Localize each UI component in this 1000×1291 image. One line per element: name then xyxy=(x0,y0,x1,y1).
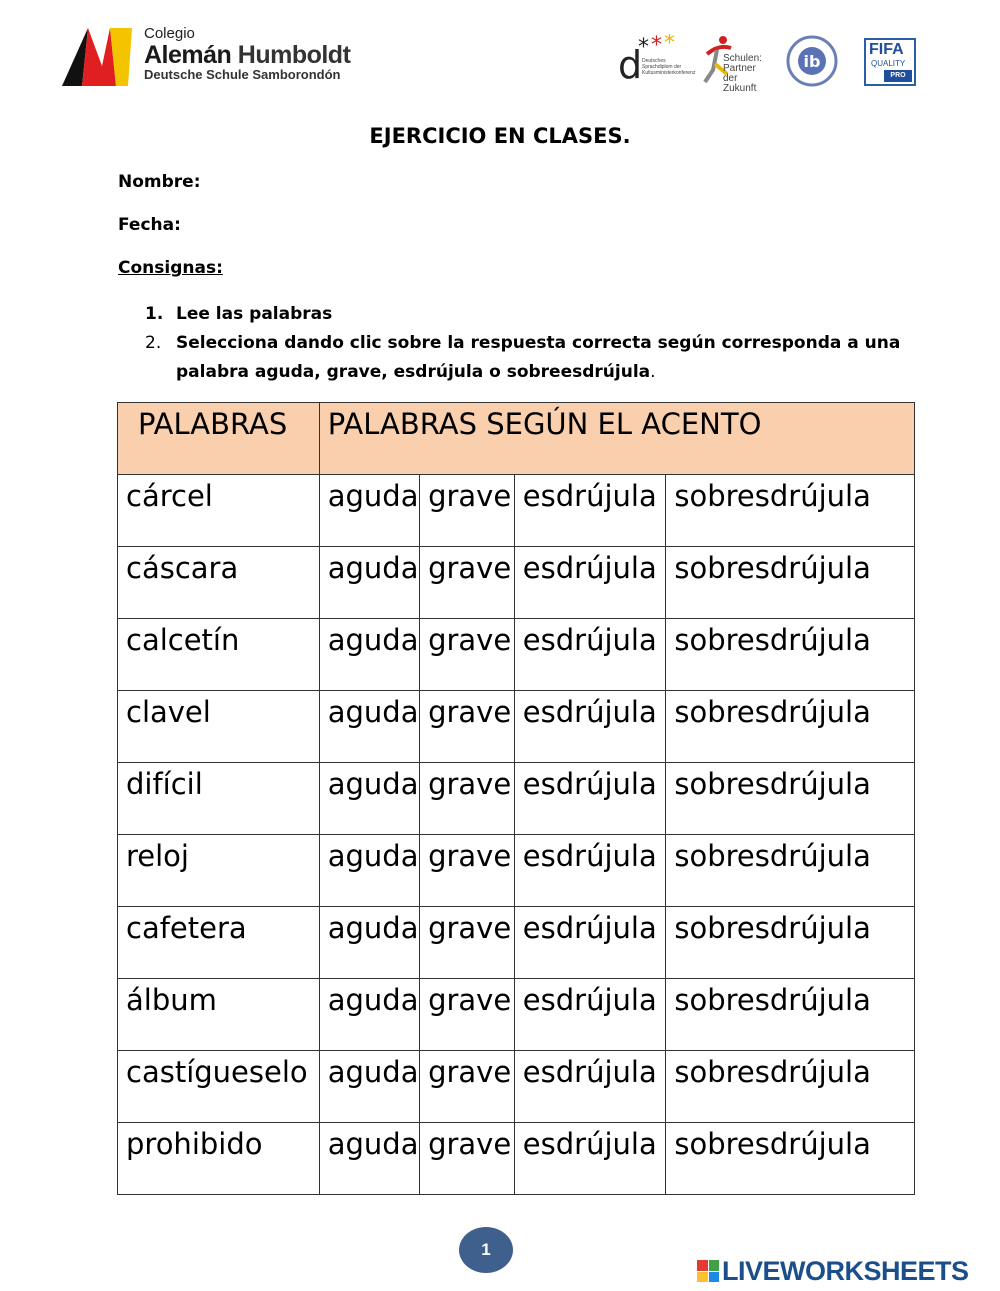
option-aguda[interactable]: aguda xyxy=(319,619,419,691)
page-number-badge: 1 xyxy=(459,1227,513,1273)
word-cell: reloj xyxy=(118,835,320,907)
table-header-row xyxy=(118,403,915,475)
option-grave[interactable]: grave xyxy=(420,547,515,619)
table-row xyxy=(118,619,915,691)
header-palabras-segun-acento: PALABRAS SEGÚN EL ACENTO xyxy=(319,403,914,475)
page-title: EJERCICIO EN CLASES. xyxy=(369,124,631,148)
option-sobresdrujula[interactable]: sobresdrújula xyxy=(666,979,915,1051)
option-aguda[interactable]: aguda xyxy=(319,475,419,547)
svg-text:*: * xyxy=(638,35,649,58)
ib-logo xyxy=(786,34,838,88)
dsd-stars-icon xyxy=(638,34,688,58)
word-cell: clavel xyxy=(118,691,320,763)
option-sobresdrujula[interactable]: sobresdrújula xyxy=(666,1051,915,1123)
option-aguda[interactable]: aguda xyxy=(319,763,419,835)
table-row xyxy=(118,1051,915,1123)
option-sobresdrujula[interactable]: sobresdrújula xyxy=(666,547,915,619)
school-flag-icon xyxy=(58,26,136,88)
liveworksheets-blocks-icon xyxy=(697,1260,719,1282)
option-esdrujula[interactable]: esdrújula xyxy=(514,907,666,979)
word-cell: difícil xyxy=(118,763,320,835)
logo-subtitle: Deutsche Schule Samborondón xyxy=(144,67,341,82)
instruction-item: 2. Selecciona dando clic sobre la respuesta correcta según corresponda a una palabra aguda, grave, esdrújula o sobreesdrújula. xyxy=(145,333,901,382)
option-grave[interactable]: grave xyxy=(420,1123,515,1195)
instructions-list xyxy=(145,300,905,387)
table-row xyxy=(118,691,915,763)
option-aguda[interactable]: aguda xyxy=(319,1123,419,1195)
consignas-label: Consignas: xyxy=(118,258,223,278)
header-palabras: PALABRAS xyxy=(118,403,320,475)
word-cell: cárcel xyxy=(118,475,320,547)
word-cell: cafetera xyxy=(118,907,320,979)
logo-colegio-text: Colegio xyxy=(144,25,195,42)
ib-seal-icon xyxy=(786,34,838,88)
option-esdrujula[interactable]: esdrújula xyxy=(514,691,666,763)
option-sobresdrujula[interactable]: sobresdrújula xyxy=(666,475,915,547)
option-grave[interactable]: grave xyxy=(420,907,515,979)
instruction-item: 1. Lee las palabras xyxy=(145,304,333,324)
option-grave[interactable]: grave xyxy=(420,979,515,1051)
table-row xyxy=(118,907,915,979)
option-aguda[interactable]: aguda xyxy=(319,547,419,619)
option-grave[interactable]: grave xyxy=(420,619,515,691)
fifa-quality-logo: FIFA QUALITY PRO xyxy=(864,34,916,88)
logo-school-name: Alemán Humboldt xyxy=(144,41,351,69)
school-logo xyxy=(48,18,388,98)
table-row xyxy=(118,547,915,619)
pasch-partner-logo: Schulen: Partner der Zukunft xyxy=(703,34,767,88)
fecha-label: Fecha: xyxy=(118,215,181,235)
option-aguda[interactable]: aguda xyxy=(319,1051,419,1123)
word-cell: cáscara xyxy=(118,547,320,619)
option-aguda[interactable]: aguda xyxy=(319,907,419,979)
svg-text:*: * xyxy=(651,34,662,58)
option-grave[interactable]: grave xyxy=(420,691,515,763)
option-grave[interactable]: grave xyxy=(420,763,515,835)
option-esdrujula[interactable]: esdrújula xyxy=(514,619,666,691)
option-sobresdrujula[interactable]: sobresdrújula xyxy=(666,1123,915,1195)
option-aguda[interactable]: aguda xyxy=(319,835,419,907)
option-sobresdrujula[interactable]: sobresdrújula xyxy=(666,763,915,835)
word-cell: castígueselo xyxy=(118,1051,320,1123)
option-esdrujula[interactable]: esdrújula xyxy=(514,1051,666,1123)
table-row xyxy=(118,979,915,1051)
option-aguda[interactable]: aguda xyxy=(319,691,419,763)
option-esdrujula[interactable]: esdrújula xyxy=(514,979,666,1051)
word-cell: prohibido xyxy=(118,1123,320,1195)
table-row xyxy=(118,763,915,835)
option-esdrujula[interactable]: esdrújula xyxy=(514,763,666,835)
option-grave[interactable]: grave xyxy=(420,1051,515,1123)
option-sobresdrujula[interactable]: sobresdrújula xyxy=(666,619,915,691)
option-sobresdrujula[interactable]: sobresdrújula xyxy=(666,835,915,907)
word-cell: álbum xyxy=(118,979,320,1051)
table-row xyxy=(118,835,915,907)
option-grave[interactable]: grave xyxy=(420,835,515,907)
option-esdrujula[interactable]: esdrújula xyxy=(514,547,666,619)
option-sobresdrujula[interactable]: sobresdrújula xyxy=(666,691,915,763)
liveworksheets-logo: LIVEWORKSHEETS xyxy=(697,1254,969,1288)
table-row xyxy=(118,1123,915,1195)
word-cell: calcetín xyxy=(118,619,320,691)
option-grave[interactable]: grave xyxy=(420,475,515,547)
option-esdrujula[interactable]: esdrújula xyxy=(514,835,666,907)
table-row xyxy=(118,475,915,547)
option-aguda[interactable]: aguda xyxy=(319,979,419,1051)
option-esdrujula[interactable]: esdrújula xyxy=(514,1123,666,1195)
option-esdrujula[interactable]: esdrújula xyxy=(514,475,666,547)
dsd-logo: d * * * Deutsches Sprachdiplom der Kultusministerkonferenz xyxy=(618,34,690,88)
option-sobresdrujula[interactable]: sobresdrújula xyxy=(666,907,915,979)
svg-text:ib: ib xyxy=(803,52,821,71)
nombre-label: Nombre: xyxy=(118,172,201,192)
svg-text:*: * xyxy=(664,34,675,56)
accent-classification-table xyxy=(117,402,915,1195)
